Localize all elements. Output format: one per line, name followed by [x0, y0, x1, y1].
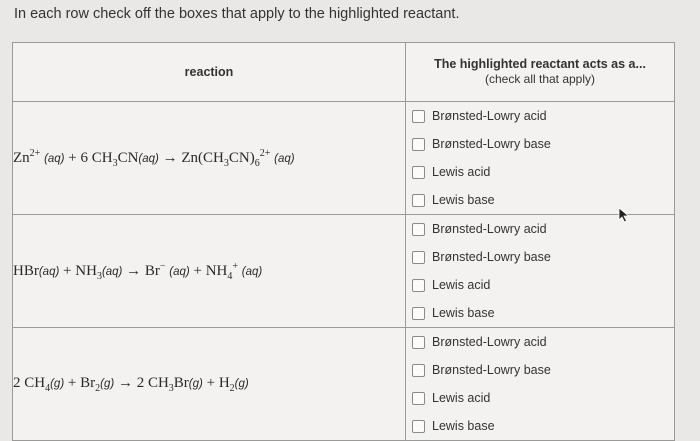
checkbox[interactable]: [412, 336, 425, 349]
checkbox[interactable]: [412, 251, 425, 264]
option-label: Brønsted-Lowry acid: [432, 109, 547, 123]
charge: +: [232, 260, 239, 272]
checkbox[interactable]: [412, 307, 425, 320]
species: CN: [117, 149, 139, 166]
option-label: Lewis base: [432, 419, 495, 433]
species: 2 CH: [136, 374, 169, 391]
plus-sign: +: [67, 374, 77, 391]
reaction-arrow: →: [126, 262, 142, 279]
option-label: Lewis base: [432, 306, 495, 320]
option-bronsted-base[interactable]: [406, 356, 674, 384]
option-label: Lewis acid: [432, 391, 491, 405]
option-lewis-acid[interactable]: [406, 384, 674, 412]
subscript: 4: [227, 270, 233, 282]
checkbox[interactable]: [412, 138, 425, 151]
plus-sign: +: [68, 149, 77, 166]
checkbox[interactable]: [412, 194, 425, 207]
phase: (g): [188, 377, 203, 390]
option-lewis-base[interactable]: [406, 412, 674, 440]
reaction-equation: [13, 215, 406, 328]
option-bronsted-acid[interactable]: [406, 328, 674, 356]
phase: (aq): [274, 152, 295, 165]
subscript: 3: [112, 157, 118, 169]
charge: 2+: [259, 147, 271, 159]
option-label: Lewis base: [432, 193, 495, 207]
option-label: Brønsted-Lowry base: [432, 363, 551, 377]
phase: (aq): [101, 265, 123, 278]
species: Zn: [13, 149, 30, 166]
option-bronsted-acid[interactable]: [406, 215, 674, 243]
charge: 2+: [29, 147, 41, 159]
subscript: 2: [229, 382, 235, 394]
species: NH: [75, 262, 97, 279]
plus-sign: +: [193, 262, 202, 279]
option-label: Lewis acid: [432, 165, 491, 179]
species: Zn(CH: [181, 149, 224, 166]
option-lewis-acid[interactable]: [406, 158, 674, 186]
option-label: Brønsted-Lowry base: [432, 250, 551, 264]
phase: (aq): [38, 265, 60, 278]
header-options: [406, 43, 675, 102]
reaction-arrow: →: [117, 374, 133, 391]
subscript: 3: [223, 157, 229, 169]
header-options-sub: (check all that apply): [484, 72, 596, 86]
option-label: Brønsted-Lowry acid: [432, 222, 547, 236]
options-cell: [406, 102, 675, 215]
species: Br: [144, 262, 160, 279]
subscript: 6: [254, 157, 260, 169]
checkbox[interactable]: [412, 364, 425, 377]
species: 2 CH: [13, 374, 46, 391]
subscript: 3: [168, 382, 174, 394]
option-label: Brønsted-Lowry base: [432, 137, 551, 151]
species: CN): [228, 149, 255, 166]
phase: (g): [50, 377, 65, 390]
checkbox[interactable]: [412, 110, 425, 123]
subscript: 4: [45, 382, 51, 394]
checkbox[interactable]: [412, 279, 425, 292]
option-lewis-base[interactable]: [406, 299, 674, 327]
phase: (aq): [169, 265, 190, 278]
option-lewis-base[interactable]: [406, 186, 674, 214]
reaction-arrow: →: [162, 149, 178, 166]
option-bronsted-base[interactable]: [406, 130, 674, 158]
phase: (aq): [241, 265, 263, 278]
table-header-row: [13, 43, 675, 102]
options-cell: [406, 215, 675, 328]
phase: (g): [234, 377, 249, 390]
table-row: [13, 215, 675, 328]
species: Br: [173, 374, 189, 391]
plus-sign: +: [206, 374, 216, 391]
option-lewis-acid[interactable]: [406, 271, 674, 299]
instruction-text: In each row check off the boxes that apply to the highlighted reactant.: [14, 6, 460, 22]
table-row: [13, 102, 675, 215]
species: 6 CH: [80, 149, 113, 166]
species: NH: [205, 262, 228, 279]
checkbox[interactable]: [412, 420, 425, 433]
subscript: 2: [95, 382, 101, 394]
header-reaction: reaction: [13, 43, 406, 102]
mouse-pointer-icon: [618, 207, 630, 223]
options-cell: [406, 328, 675, 441]
question-table: [12, 42, 675, 441]
subscript: 3: [96, 270, 102, 282]
option-label: Lewis acid: [432, 278, 491, 292]
plus-sign: +: [63, 262, 72, 279]
species: Br: [80, 374, 96, 391]
phase: (aq): [138, 152, 159, 165]
option-bronsted-base[interactable]: [406, 243, 674, 271]
charge: −: [159, 260, 166, 272]
checkbox[interactable]: [412, 166, 425, 179]
header-options-title: The highlighted reactant acts as a...: [434, 57, 646, 71]
phase: (g): [100, 377, 115, 390]
checkbox[interactable]: [412, 392, 425, 405]
phase: (aq): [44, 152, 65, 165]
option-bronsted-acid[interactable]: [406, 102, 674, 130]
option-label: Brønsted-Lowry acid: [432, 335, 547, 349]
reaction-equation: [13, 328, 406, 441]
reaction-equation: [13, 102, 406, 215]
species: HBr: [13, 262, 39, 279]
table-row: [13, 328, 675, 441]
species: H: [218, 374, 230, 391]
checkbox[interactable]: [412, 223, 425, 236]
